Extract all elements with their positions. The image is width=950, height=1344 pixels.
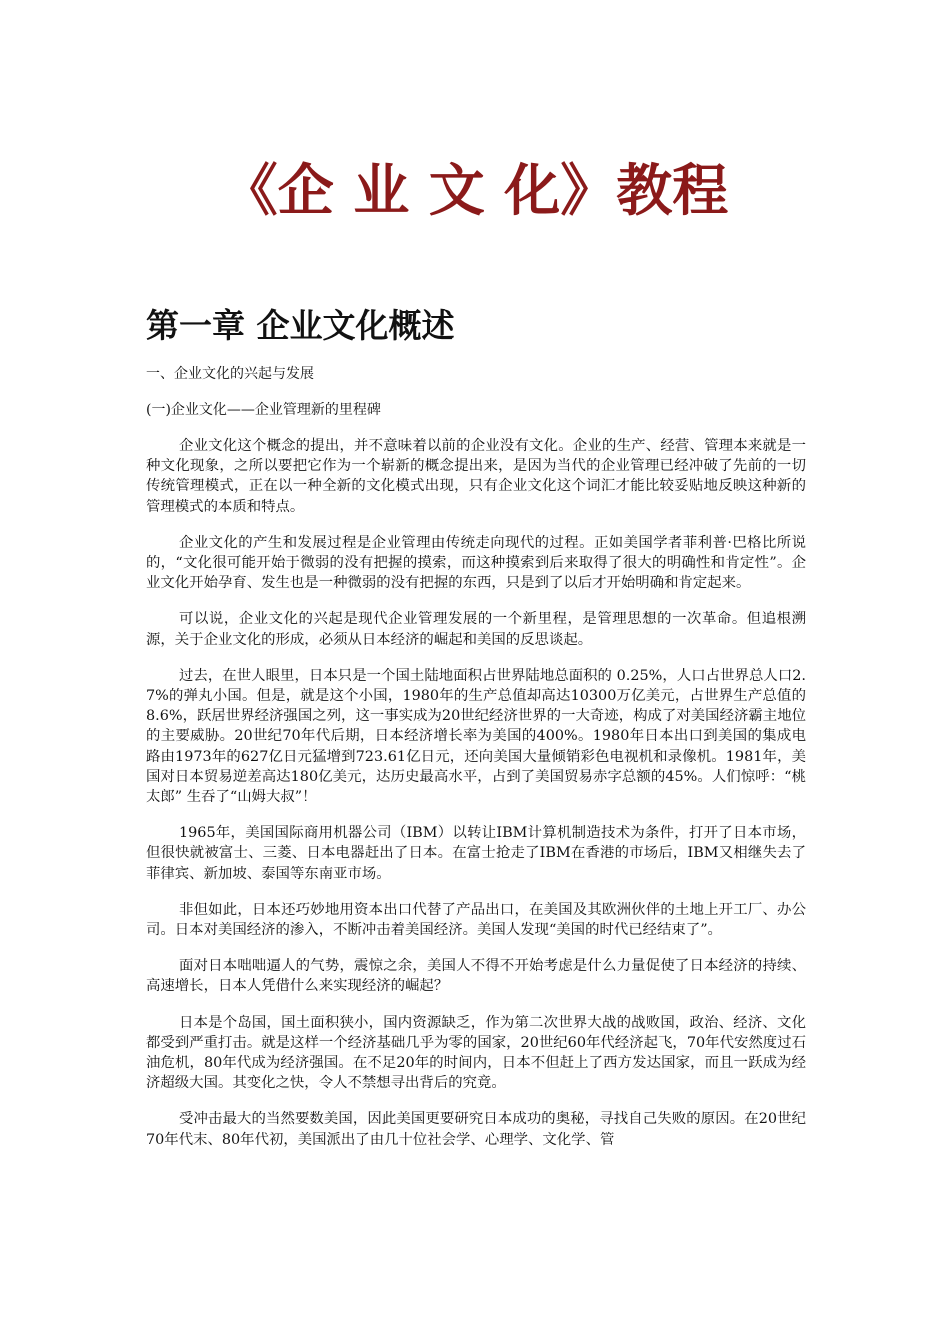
section-heading: 一、企业文化的兴起与发展	[146, 366, 314, 382]
subsection-heading: (一)企业文化——企业管理新的里程碑	[146, 402, 381, 418]
document-title: 《企 业 文 化》教程	[221, 159, 729, 224]
paragraph: 企业文化这个概念的提出，并不意味着以前的企业没有文化。企业的生产、经营、管理本来就是一种文化现象，之所以要把它作为一个崭新的概念提出来，是因为当代的企业管理已经冲破了先前的一切传统管理模式，正在以一种全新的文化模式出现，只有企业文化这个词汇才能比较妥贴地反映这种新的管理模式的本质和特点。	[146, 438, 806, 515]
paragraph: 日本是个岛国，国土面积狭小，国内资源缺乏，作为第二次世界大战的战败国，政治、经济、文化都受到严重打击。就是这样一个经济基础几乎为零的国家，20世纪60年代经济起飞，70年代安然度过石油危机，80年代成为经济强国。在不足20年的时间内，日本不但赶上了西方发达国家，而且一跃成为经济超级大国。其变化之快，令人不禁想寻出背后的究竟。	[146, 1014, 806, 1092]
paragraph: 过去，在世人眼里，日本只是一个国土陆地面积占世界陆地总面积的 0.25%，人口占世界总人口2.7%的弹丸小国。但是，就是这个小国，1980年的生产总值却高达10300万亿美元，占世界生产总值的8.6%，跃居世界经济强国之列，这一事实成为20世纪经济世界的一大奇迹，构成了对美国经济霸主地位的主要威胁。20世纪70年代后期，日本经济增长率为美国的400%。1980年日本出口到美国的集成电路由1973年的627亿日元猛增到723.61亿日元，还向美国大量倾销彩色电视机和录像机。1981年，美国对日本贸易逆差高达180亿美元，达历史最高水平，占到了美国贸易赤字总额的45%。人们惊呼：“桃太郎” 生吞了“山姆大叔”！	[146, 667, 807, 806]
paragraph: 非但如此，日本还巧妙地用资本出口代替了产品出口，在美国及其欧洲伙伴的土地上开工厂、办公司。日本对美国经济的渗入，不断冲击着美国经济。美国人发现“美国的时代已经结束了”。	[146, 901, 806, 939]
document-body	[146, 364, 806, 1150]
paragraph: 受冲击最大的当然要数美国，因此美国更要研究日本成功的奥秘，寻找自己失败的原因。在20世纪70年代末、80年代初，美国派出了由几十位社会学、心理学、文化学、管	[146, 1111, 806, 1148]
paragraph: 可以说，企业文化的兴起是现代企业管理发展的一个新里程，是管理思想的一次革命。但追根溯源，关于企业文化的形成，必须从日本经济的崛起和美国的反思谈起。	[146, 611, 806, 648]
paragraph: 企业文化的产生和发展过程是企业管理由传统走向现代的过程。正如美国学者菲利普·巴格比所说的，“文化很可能开始于微弱的没有把握的摸索，而这种摸索到后来取得了很大的明确性和肯定性”。企业文化开始孕育、发生也是一种微弱的没有把握的东西，只是到了以后才开始明确和肯定起来。	[146, 534, 806, 592]
paragraph: 1965年，美国国际商用机器公司（IBM）以转让IBM计算机制造技术为条件，打开了日本市场，但很快就被富士、三菱、日本电器赶出了日本。在富士抢走了IBM在香港的市场后，IBM又相继失去了菲律宾、新加坡、泰国等东南亚市场。	[146, 825, 806, 882]
chapter-title: 第一章 企业文化概述	[146, 306, 455, 345]
paragraph: 面对日本咄咄逼人的气势，震惊之余，美国人不得不开始考虑是什么力量促使了日本经济的持续、高速增长，日本人凭借什么来实现经济的崛起？	[146, 958, 806, 995]
